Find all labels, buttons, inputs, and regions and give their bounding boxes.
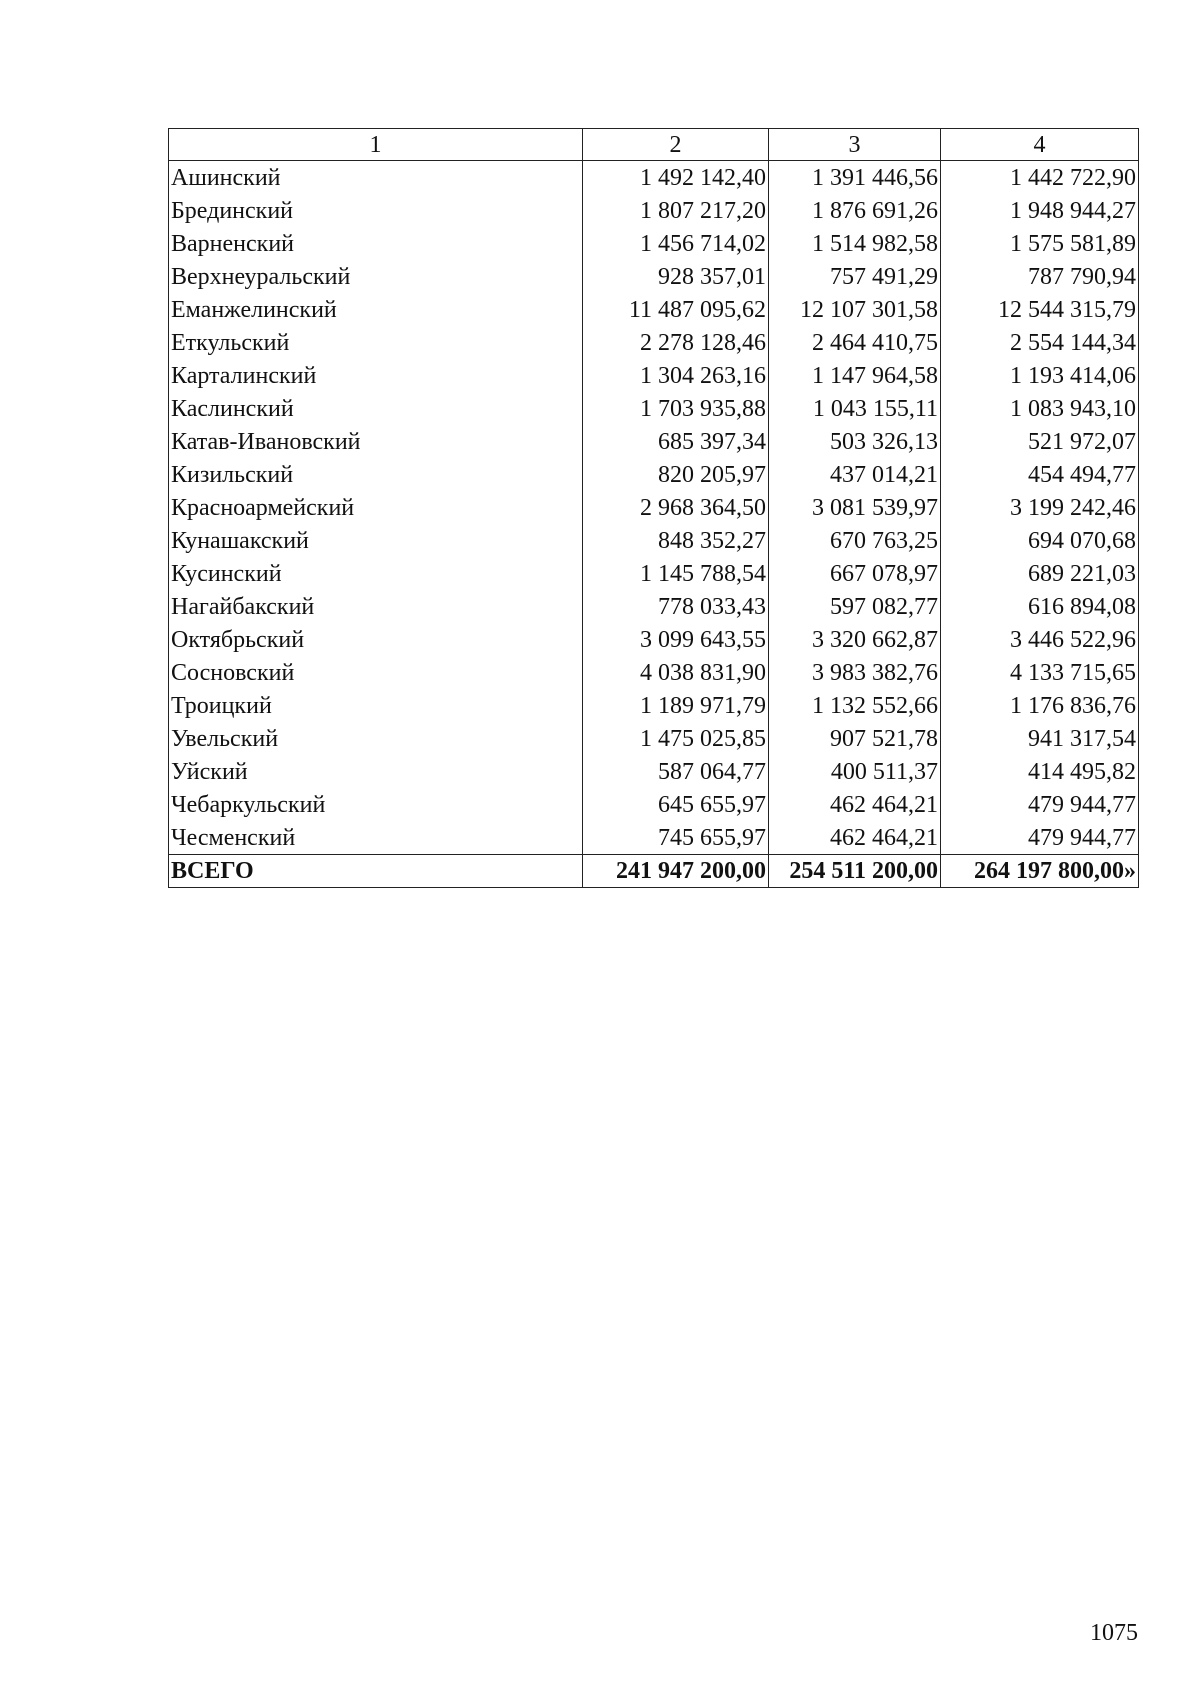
district-name: Катав-Ивановский	[169, 425, 583, 458]
value-col-2: 1 475 025,85	[583, 722, 769, 755]
table-row	[169, 392, 1139, 425]
table-row	[169, 689, 1139, 722]
value-col-2: 928 357,01	[583, 260, 769, 293]
value-col-3: 2 464 410,75	[769, 326, 941, 359]
table-row	[169, 722, 1139, 755]
column-header-1: 1	[169, 129, 583, 161]
value-col-4: 689 221,03	[941, 557, 1139, 590]
value-col-3: 400 511,37	[769, 755, 941, 788]
header-row	[169, 129, 1139, 161]
district-name: Карталинский	[169, 359, 583, 392]
value-col-2: 745 655,97	[583, 821, 769, 855]
district-name: Кизильский	[169, 458, 583, 491]
table-row	[169, 425, 1139, 458]
table-row	[169, 590, 1139, 623]
table-row	[169, 656, 1139, 689]
page-number: 1075	[1090, 1620, 1138, 1646]
value-col-2: 587 064,77	[583, 755, 769, 788]
district-name: Нагайбакский	[169, 590, 583, 623]
value-col-4: 521 972,07	[941, 425, 1139, 458]
value-col-4: 787 790,94	[941, 260, 1139, 293]
total-row	[169, 855, 1139, 888]
value-col-3: 757 491,29	[769, 260, 941, 293]
value-col-3: 670 763,25	[769, 524, 941, 557]
value-col-4: 3 199 242,46	[941, 491, 1139, 524]
value-col-2: 1 807 217,20	[583, 194, 769, 227]
table-row	[169, 821, 1139, 855]
table-row	[169, 788, 1139, 821]
district-name: Кунашакский	[169, 524, 583, 557]
district-name: Еманжелинский	[169, 293, 583, 326]
district-name: Октябрьский	[169, 623, 583, 656]
value-col-2: 820 205,97	[583, 458, 769, 491]
table-row	[169, 755, 1139, 788]
value-col-4: 454 494,77	[941, 458, 1139, 491]
value-col-4: 616 894,08	[941, 590, 1139, 623]
table-row	[169, 326, 1139, 359]
value-col-4: 1 575 581,89	[941, 227, 1139, 260]
value-col-2: 11 487 095,62	[583, 293, 769, 326]
value-col-2: 685 397,34	[583, 425, 769, 458]
district-name: Еткульский	[169, 326, 583, 359]
value-col-3: 1 043 155,11	[769, 392, 941, 425]
value-col-2: 4 038 831,90	[583, 656, 769, 689]
value-col-4: 1 176 836,76	[941, 689, 1139, 722]
district-name: Чебаркульский	[169, 788, 583, 821]
table-row	[169, 293, 1139, 326]
value-col-4: 1 442 722,90	[941, 161, 1139, 195]
district-name: Троицкий	[169, 689, 583, 722]
budget-table	[168, 128, 1139, 888]
value-col-3: 12 107 301,58	[769, 293, 941, 326]
column-header-2: 2	[583, 129, 769, 161]
district-name: Чесменский	[169, 821, 583, 855]
value-col-2: 1 145 788,54	[583, 557, 769, 590]
value-col-4: 3 446 522,96	[941, 623, 1139, 656]
value-col-4: 4 133 715,65	[941, 656, 1139, 689]
value-col-2: 1 492 142,40	[583, 161, 769, 195]
value-col-2: 848 352,27	[583, 524, 769, 557]
value-col-3: 437 014,21	[769, 458, 941, 491]
value-col-4: 1 083 943,10	[941, 392, 1139, 425]
table-header	[169, 129, 1139, 161]
value-col-4: 12 544 315,79	[941, 293, 1139, 326]
table-row	[169, 491, 1139, 524]
total-value-2: 241 947 200,00	[583, 855, 769, 888]
value-col-3: 1 147 964,58	[769, 359, 941, 392]
value-col-3: 3 320 662,87	[769, 623, 941, 656]
value-col-4: 479 944,77	[941, 821, 1139, 855]
value-col-3: 462 464,21	[769, 821, 941, 855]
district-name: Уйский	[169, 755, 583, 788]
table-row	[169, 623, 1139, 656]
value-col-3: 1 391 446,56	[769, 161, 941, 195]
value-col-4: 1 193 414,06	[941, 359, 1139, 392]
value-col-3: 1 514 982,58	[769, 227, 941, 260]
value-col-4: 2 554 144,34	[941, 326, 1139, 359]
value-col-3: 3 081 539,97	[769, 491, 941, 524]
table-body	[169, 161, 1139, 888]
district-name: Брединский	[169, 194, 583, 227]
table-row	[169, 359, 1139, 392]
value-col-3: 1 132 552,66	[769, 689, 941, 722]
value-col-3: 503 326,13	[769, 425, 941, 458]
total-value-3: 254 511 200,00	[769, 855, 941, 888]
value-col-4: 479 944,77	[941, 788, 1139, 821]
value-col-3: 462 464,21	[769, 788, 941, 821]
value-col-2: 2 278 128,46	[583, 326, 769, 359]
value-col-3: 907 521,78	[769, 722, 941, 755]
table-row	[169, 260, 1139, 293]
column-header-3: 3	[769, 129, 941, 161]
column-header-4: 4	[941, 129, 1139, 161]
value-col-3: 3 983 382,76	[769, 656, 941, 689]
district-name: Варненский	[169, 227, 583, 260]
value-col-2: 645 655,97	[583, 788, 769, 821]
value-col-2: 1 703 935,88	[583, 392, 769, 425]
total-value-4: 264 197 800,00»	[941, 855, 1139, 888]
value-col-4: 414 495,82	[941, 755, 1139, 788]
table-row	[169, 557, 1139, 590]
value-col-3: 1 876 691,26	[769, 194, 941, 227]
value-col-3: 597 082,77	[769, 590, 941, 623]
district-name: Ашинский	[169, 161, 583, 195]
district-name: Увельский	[169, 722, 583, 755]
district-name: Верхнеуральский	[169, 260, 583, 293]
value-col-2: 1 456 714,02	[583, 227, 769, 260]
value-col-2: 1 304 263,16	[583, 359, 769, 392]
table-row	[169, 161, 1139, 195]
value-col-4: 694 070,68	[941, 524, 1139, 557]
district-name: Красноармейский	[169, 491, 583, 524]
value-col-2: 778 033,43	[583, 590, 769, 623]
total-label: ВСЕГО	[169, 855, 583, 888]
value-col-2: 3 099 643,55	[583, 623, 769, 656]
table-row	[169, 524, 1139, 557]
value-col-2: 2 968 364,50	[583, 491, 769, 524]
value-col-2: 1 189 971,79	[583, 689, 769, 722]
table-row	[169, 194, 1139, 227]
district-name: Каслинский	[169, 392, 583, 425]
district-name: Сосновский	[169, 656, 583, 689]
value-col-4: 941 317,54	[941, 722, 1139, 755]
value-col-4: 1 948 944,27	[941, 194, 1139, 227]
district-name: Кусинский	[169, 557, 583, 590]
table-row	[169, 227, 1139, 260]
value-col-3: 667 078,97	[769, 557, 941, 590]
table-row	[169, 458, 1139, 491]
